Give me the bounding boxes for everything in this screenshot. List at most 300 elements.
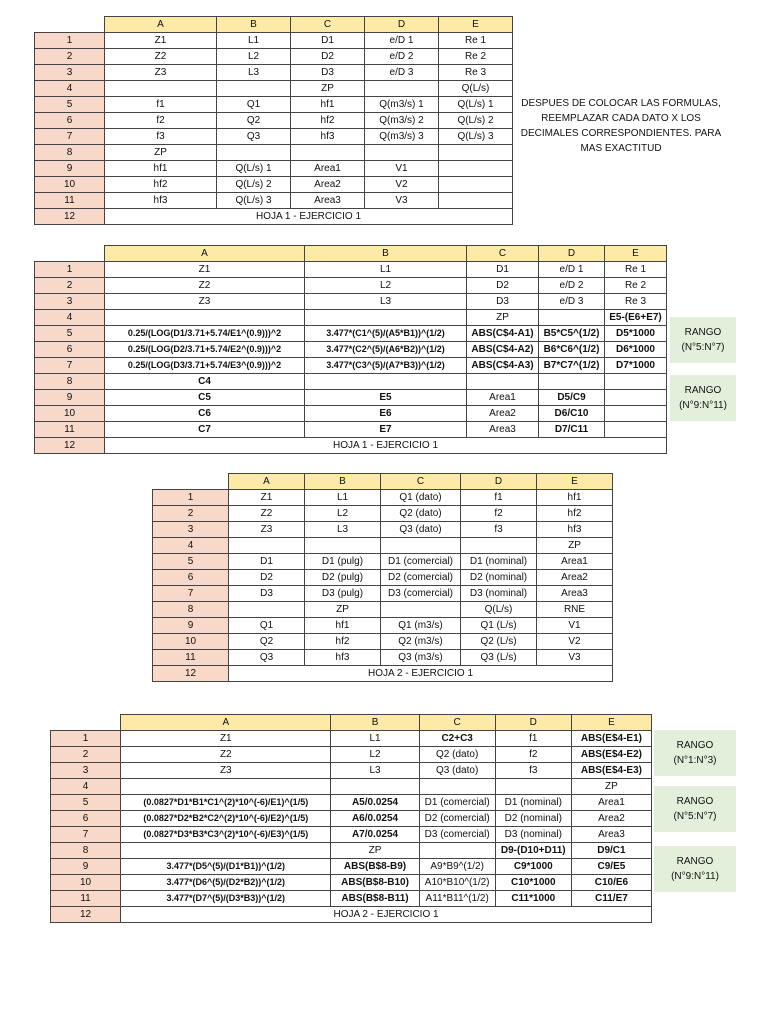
cell[interactable]: Q3 (dato) <box>419 763 495 779</box>
cell[interactable] <box>105 81 217 97</box>
row-header[interactable]: 3 <box>153 522 229 538</box>
cell[interactable]: C10/E6 <box>571 875 651 891</box>
cell[interactable]: Q2 <box>217 113 291 129</box>
cell[interactable]: L2 <box>331 747 419 763</box>
cell[interactable]: C9*1000 <box>495 859 571 875</box>
column-header[interactable]: C <box>419 715 495 731</box>
table-row <box>153 634 613 650</box>
row-header[interactable]: 3 <box>35 294 105 310</box>
row-header[interactable]: 4 <box>153 538 229 554</box>
column-header[interactable]: C <box>381 474 461 490</box>
row-header[interactable]: 6 <box>51 811 121 827</box>
cell[interactable]: f1 <box>105 97 217 113</box>
column-header[interactable]: C <box>467 246 539 262</box>
cell[interactable]: Q(L/s) 1 <box>217 161 291 177</box>
row-header[interactable]: 4 <box>35 81 105 97</box>
cell[interactable]: D1 <box>291 33 365 49</box>
cell[interactable]: D1 (nominal) <box>461 554 537 570</box>
row-header[interactable]: 2 <box>35 49 105 65</box>
cell[interactable]: V2 <box>365 177 439 193</box>
cell[interactable] <box>539 374 605 390</box>
cell[interactable]: 3.477*(D7^(5)/(D3*B3))^(1/2) <box>121 891 331 907</box>
cell[interactable]: Z2 <box>105 49 217 65</box>
table-row <box>35 81 513 97</box>
cell[interactable]: hf1 <box>305 618 381 634</box>
cell[interactable]: Z1 <box>229 490 305 506</box>
row-header[interactable]: 2 <box>35 278 105 294</box>
cell[interactable]: hf3 <box>291 129 365 145</box>
cell[interactable]: C11/E7 <box>571 891 651 907</box>
cell[interactable]: Z3 <box>105 294 305 310</box>
row-header[interactable]: 9 <box>35 390 105 406</box>
cell[interactable]: ZP <box>305 602 381 618</box>
row-header[interactable]: 5 <box>35 97 105 113</box>
column-header[interactable]: B <box>305 474 381 490</box>
cell[interactable]: D1 <box>467 262 539 278</box>
cell[interactable]: e/D 2 <box>365 49 439 65</box>
cell[interactable]: D3 (comercial) <box>381 586 461 602</box>
cell[interactable]: f1 <box>495 731 571 747</box>
cell[interactable]: Q2 (L/s) <box>461 634 537 650</box>
cell[interactable]: ABS(E$4-E2) <box>571 747 651 763</box>
cell[interactable]: e/D 1 <box>365 33 439 49</box>
cell[interactable]: ZP <box>331 843 419 859</box>
cell[interactable]: 3.477*(D5^(5)/(D1*B1))^(1/2) <box>121 859 331 875</box>
cell[interactable]: f2 <box>105 113 217 129</box>
cell[interactable]: Area2 <box>571 811 651 827</box>
cell[interactable]: 3.477*(C3^(5)/(A7*B3))^(1/2) <box>305 358 467 374</box>
cell[interactable]: f2 <box>495 747 571 763</box>
cell[interactable]: L3 <box>305 294 467 310</box>
cell[interactable]: E7 <box>305 422 467 438</box>
cell[interactable]: Q(L/s) 2 <box>439 113 513 129</box>
cell[interactable]: 3.477*(C1^(5)/(A5*B1))^(1/2) <box>305 326 467 342</box>
cell[interactable]: L2 <box>305 278 467 294</box>
cell[interactable]: Q3 (L/s) <box>461 650 537 666</box>
cell[interactable]: D3 (pulg) <box>305 586 381 602</box>
cell[interactable]: 0.25/(LOG(D3/3.71+5.74/E3^(0.9)))^2 <box>105 358 305 374</box>
cell[interactable]: C6 <box>105 406 305 422</box>
cell[interactable]: E5-(E6+E7) <box>605 310 667 326</box>
cell[interactable]: V3 <box>537 650 613 666</box>
cell[interactable] <box>121 779 331 795</box>
row-header[interactable]: 12 <box>35 438 105 454</box>
row-header[interactable]: 4 <box>35 310 105 326</box>
cell[interactable]: C5 <box>105 390 305 406</box>
cell[interactable]: L1 <box>217 33 291 49</box>
cell[interactable]: hf1 <box>105 161 217 177</box>
cell[interactable]: L2 <box>305 506 381 522</box>
cell[interactable]: ZP <box>571 779 651 795</box>
rango-range: (N°1:N°3) <box>673 755 717 766</box>
cell[interactable]: A9*B9^(1/2) <box>419 859 495 875</box>
cell[interactable]: (0.0827*D1*B1*C1^(2)*10^(-6)/E1)^(1/5) <box>121 795 331 811</box>
cell[interactable]: L3 <box>331 763 419 779</box>
row-header[interactable]: 2 <box>153 506 229 522</box>
cell[interactable]: (0.0827*D2*B2*C2^(2)*10^(-6)/E2)^(1/5) <box>121 811 331 827</box>
cell[interactable]: D2 (comercial) <box>419 811 495 827</box>
cell[interactable]: L1 <box>305 490 381 506</box>
cell[interactable]: D9/C1 <box>571 843 651 859</box>
cell[interactable]: Q(L/s) 2 <box>217 177 291 193</box>
cell[interactable]: D1 <box>229 554 305 570</box>
cell[interactable]: ABS(C$4-A3) <box>467 358 539 374</box>
cell[interactable]: f2 <box>461 506 537 522</box>
row-header[interactable]: 1 <box>35 33 105 49</box>
cell[interactable] <box>365 81 439 97</box>
row-header[interactable]: 8 <box>35 374 105 390</box>
cell[interactable]: Q(L/s) <box>461 602 537 618</box>
column-header[interactable]: E <box>571 715 651 731</box>
row-header[interactable]: 1 <box>51 731 121 747</box>
cell[interactable] <box>439 177 513 193</box>
cell[interactable]: C4 <box>105 374 305 390</box>
table-row <box>35 278 667 294</box>
cell[interactable] <box>291 145 365 161</box>
cell[interactable] <box>605 390 667 406</box>
cell[interactable]: ABS(C$4-A1) <box>467 326 539 342</box>
table-row <box>35 406 667 422</box>
column-header[interactable]: D <box>539 246 605 262</box>
cell[interactable]: Area3 <box>291 193 365 209</box>
cell[interactable]: Q(L/s) 1 <box>439 97 513 113</box>
cell[interactable]: D2 (nominal) <box>461 570 537 586</box>
cell[interactable]: f1 <box>461 490 537 506</box>
cell[interactable]: Q3 <box>217 129 291 145</box>
cell[interactable]: Q2 (dato) <box>381 506 461 522</box>
cell[interactable]: Q(m3/s) 1 <box>365 97 439 113</box>
cell[interactable] <box>605 406 667 422</box>
row-header[interactable]: 4 <box>51 779 121 795</box>
corner-cell <box>35 246 105 262</box>
cell[interactable]: Q(L/s) <box>439 81 513 97</box>
column-header[interactable]: E <box>439 17 513 33</box>
column-header[interactable]: E <box>537 474 613 490</box>
row-header[interactable]: 1 <box>153 490 229 506</box>
column-header[interactable]: D <box>495 715 571 731</box>
cell[interactable] <box>419 843 495 859</box>
cell[interactable]: Q3 (m3/s) <box>381 650 461 666</box>
cell[interactable]: f3 <box>495 763 571 779</box>
cell[interactable]: D7*1000 <box>605 358 667 374</box>
row-header[interactable]: 10 <box>51 875 121 891</box>
sheet-footer-label: HOJA 1 - EJERCICIO 1 <box>105 438 667 454</box>
row-header[interactable]: 11 <box>153 650 229 666</box>
cell[interactable]: D1 (comercial) <box>381 554 461 570</box>
cell[interactable]: C2+C3 <box>419 731 495 747</box>
column-header[interactable]: E <box>605 246 667 262</box>
cell[interactable]: f3 <box>105 129 217 145</box>
note-line-3: DECIMALES CORRESPONDIENTES. PARA <box>520 128 722 139</box>
cell[interactable]: e/D 3 <box>365 65 439 81</box>
cell[interactable]: Re 3 <box>439 65 513 81</box>
cell[interactable]: D2 <box>467 278 539 294</box>
cell[interactable]: V1 <box>537 618 613 634</box>
cell[interactable]: hf3 <box>305 650 381 666</box>
cell[interactable]: hf3 <box>105 193 217 209</box>
cell[interactable]: C9/E5 <box>571 859 651 875</box>
column-header[interactable]: A <box>229 474 305 490</box>
cell[interactable] <box>305 310 467 326</box>
row-header[interactable]: 8 <box>153 602 229 618</box>
cell[interactable]: hf1 <box>537 490 613 506</box>
row-header[interactable]: 12 <box>51 907 121 923</box>
cell[interactable]: Area2 <box>467 406 539 422</box>
cell[interactable]: C10*1000 <box>495 875 571 891</box>
cell[interactable]: Z1 <box>105 33 217 49</box>
cell[interactable] <box>365 145 439 161</box>
cell[interactable]: Q(m3/s) 3 <box>365 129 439 145</box>
cell[interactable] <box>381 538 461 554</box>
cell[interactable] <box>305 538 381 554</box>
cell[interactable]: Q3 <box>229 650 305 666</box>
cell[interactable]: Q1 (L/s) <box>461 618 537 634</box>
cell[interactable] <box>439 145 513 161</box>
cell[interactable]: 0.25/(LOG(D1/3.71+5.74/E1^(0.9)))^2 <box>105 326 305 342</box>
row-header[interactable]: 8 <box>51 843 121 859</box>
cell[interactable]: A11*B11^(1/2) <box>419 891 495 907</box>
column-header[interactable]: A <box>105 17 217 33</box>
cell[interactable] <box>467 374 539 390</box>
cell[interactable]: D2 (nominal) <box>495 811 571 827</box>
cell[interactable]: L3 <box>305 522 381 538</box>
cell[interactable]: A7/0.0254 <box>331 827 419 843</box>
cell[interactable]: Z2 <box>105 278 305 294</box>
cell[interactable]: Area3 <box>537 586 613 602</box>
cell[interactable]: L3 <box>217 65 291 81</box>
cell[interactable]: D2 (pulg) <box>305 570 381 586</box>
row-header[interactable]: 12 <box>153 666 229 682</box>
cell[interactable] <box>605 374 667 390</box>
cell[interactable]: E5 <box>305 390 467 406</box>
cell[interactable]: e/D 1 <box>539 262 605 278</box>
cell[interactable]: hf2 <box>105 177 217 193</box>
rango-title: RANGO <box>676 856 714 867</box>
row-header[interactable]: 10 <box>153 634 229 650</box>
cell[interactable]: Z2 <box>229 506 305 522</box>
row-header[interactable]: 10 <box>35 177 105 193</box>
column-header[interactable]: C <box>291 17 365 33</box>
row-header[interactable]: 7 <box>35 129 105 145</box>
cell[interactable]: ABS(C$4-A2) <box>467 342 539 358</box>
column-header[interactable]: B <box>217 17 291 33</box>
cell[interactable]: A6/0.0254 <box>331 811 419 827</box>
cell[interactable]: e/D 3 <box>539 294 605 310</box>
row-header[interactable]: 2 <box>51 747 121 763</box>
cell[interactable] <box>539 310 605 326</box>
row-header[interactable]: 6 <box>35 342 105 358</box>
cell[interactable]: ABS(B$8-B11) <box>331 891 419 907</box>
row-header[interactable]: 8 <box>35 145 105 161</box>
cell[interactable] <box>605 422 667 438</box>
row-header[interactable]: 12 <box>35 209 105 225</box>
cell[interactable]: ABS(E$4-E3) <box>571 763 651 779</box>
cell[interactable]: ZP <box>291 81 365 97</box>
cell[interactable]: V1 <box>365 161 439 177</box>
cell[interactable] <box>461 538 537 554</box>
cell[interactable]: A5/0.0254 <box>331 795 419 811</box>
cell[interactable]: hf2 <box>305 634 381 650</box>
row-header[interactable]: 11 <box>35 193 105 209</box>
cell[interactable]: 0.25/(LOG(D2/3.71+5.74/E2^(0.9)))^2 <box>105 342 305 358</box>
cell[interactable] <box>305 374 467 390</box>
cell[interactable]: C11*1000 <box>495 891 571 907</box>
cell[interactable]: L2 <box>217 49 291 65</box>
cell[interactable]: C7 <box>105 422 305 438</box>
cell[interactable]: V3 <box>365 193 439 209</box>
cell[interactable]: Area1 <box>571 795 651 811</box>
cell[interactable]: Q(m3/s) 2 <box>365 113 439 129</box>
cell[interactable]: D3 (comercial) <box>419 827 495 843</box>
cell[interactable]: ABS(B$8-B10) <box>331 875 419 891</box>
cell[interactable] <box>217 81 291 97</box>
row-header[interactable]: 7 <box>35 358 105 374</box>
row-header[interactable]: 10 <box>35 406 105 422</box>
cell[interactable] <box>381 602 461 618</box>
cell[interactable]: B7*C7^(1/2) <box>539 358 605 374</box>
cell[interactable]: 3.477*(C2^(5)/(A6*B2))^(1/2) <box>305 342 467 358</box>
cell[interactable]: Re 2 <box>439 49 513 65</box>
cell[interactable]: Q(L/s) 3 <box>439 129 513 145</box>
cell[interactable]: B5*C5^(1/2) <box>539 326 605 342</box>
row-header[interactable]: 3 <box>51 763 121 779</box>
cell[interactable]: 3.477*(D6^(5)/(D2*B2))^(1/2) <box>121 875 331 891</box>
cell[interactable]: D6*1000 <box>605 342 667 358</box>
cell[interactable]: Area1 <box>467 390 539 406</box>
cell[interactable] <box>121 843 331 859</box>
cell[interactable]: D1 (nominal) <box>495 795 571 811</box>
cell[interactable]: D2 (comercial) <box>381 570 461 586</box>
cell[interactable]: B6*C6^(1/2) <box>539 342 605 358</box>
cell[interactable]: D9-(D10+D11) <box>495 843 571 859</box>
cell[interactable] <box>229 602 305 618</box>
cell[interactable]: Q2 (dato) <box>419 747 495 763</box>
cell[interactable]: Q3 (dato) <box>381 522 461 538</box>
cell[interactable]: L1 <box>305 262 467 278</box>
row-header[interactable]: 7 <box>51 827 121 843</box>
row-header[interactable]: 9 <box>153 618 229 634</box>
row-header[interactable]: 5 <box>51 795 121 811</box>
cell[interactable]: A10*B10^(1/2) <box>419 875 495 891</box>
cell[interactable]: Area2 <box>537 570 613 586</box>
cell[interactable]: D2 <box>291 49 365 65</box>
row-header[interactable]: 9 <box>35 161 105 177</box>
cell[interactable]: D3 (nominal) <box>495 827 571 843</box>
cell[interactable] <box>439 193 513 209</box>
cell[interactable]: (0.0827*D3*B3*C3^(2)*10^(-6)/E3)^(1/5) <box>121 827 331 843</box>
cell[interactable]: D1 (comercial) <box>419 795 495 811</box>
row-header[interactable]: 5 <box>153 554 229 570</box>
row-header[interactable]: 7 <box>153 586 229 602</box>
cell[interactable]: D6/C10 <box>539 406 605 422</box>
row-header[interactable]: 6 <box>153 570 229 586</box>
cell[interactable]: hf3 <box>537 522 613 538</box>
table-row <box>51 747 652 763</box>
cell[interactable] <box>495 779 571 795</box>
cell[interactable]: D7/C11 <box>539 422 605 438</box>
cell[interactable]: L1 <box>331 731 419 747</box>
cell[interactable]: ABS(E$4-E1) <box>571 731 651 747</box>
cell[interactable]: ABS(B$8-B9) <box>331 859 419 875</box>
cell[interactable] <box>331 779 419 795</box>
cell[interactable]: D5/C9 <box>539 390 605 406</box>
cell[interactable] <box>105 310 305 326</box>
cell[interactable]: Q1 <box>229 618 305 634</box>
cell[interactable]: E6 <box>305 406 467 422</box>
cell[interactable]: ZP <box>105 145 217 161</box>
row-header[interactable]: 3 <box>35 65 105 81</box>
cell[interactable] <box>217 145 291 161</box>
cell[interactable]: D3 <box>467 294 539 310</box>
column-header[interactable]: D <box>461 474 537 490</box>
cell[interactable] <box>439 161 513 177</box>
cell[interactable]: D1 (pulg) <box>305 554 381 570</box>
cell[interactable]: Q1 (m3/s) <box>381 618 461 634</box>
cell[interactable]: D3 <box>291 65 365 81</box>
cell[interactable]: Z3 <box>105 65 217 81</box>
column-header[interactable]: D <box>365 17 439 33</box>
row-header[interactable]: 6 <box>35 113 105 129</box>
cell[interactable]: Re 3 <box>605 294 667 310</box>
column-header[interactable]: A <box>105 246 305 262</box>
cell[interactable]: D2 <box>229 570 305 586</box>
cell[interactable]: e/D 2 <box>539 278 605 294</box>
cell[interactable]: Q(L/s) 3 <box>217 193 291 209</box>
cell[interactable]: f3 <box>461 522 537 538</box>
cell[interactable]: hf2 <box>537 506 613 522</box>
cell[interactable]: D3 <box>229 586 305 602</box>
cell[interactable]: RNE <box>537 602 613 618</box>
column-header[interactable]: A <box>121 715 331 731</box>
cell[interactable] <box>419 779 495 795</box>
column-header[interactable]: B <box>305 246 467 262</box>
cell[interactable]: Q2 (m3/s) <box>381 634 461 650</box>
row-header[interactable]: 1 <box>35 262 105 278</box>
cell[interactable] <box>229 538 305 554</box>
cell[interactable]: Area2 <box>291 177 365 193</box>
cell[interactable]: Re 1 <box>439 33 513 49</box>
cell[interactable]: Z1 <box>121 731 331 747</box>
cell[interactable]: Re 2 <box>605 278 667 294</box>
row-header[interactable]: 11 <box>51 891 121 907</box>
cell[interactable]: Q1 <box>217 97 291 113</box>
row-header[interactable]: 9 <box>51 859 121 875</box>
cell[interactable]: Q2 <box>229 634 305 650</box>
cell[interactable]: Z3 <box>229 522 305 538</box>
cell[interactable]: hf1 <box>291 97 365 113</box>
cell[interactable]: D5*1000 <box>605 326 667 342</box>
cell[interactable]: Re 1 <box>605 262 667 278</box>
table-row <box>35 65 513 81</box>
cell[interactable]: Z3 <box>121 763 331 779</box>
cell[interactable]: Area1 <box>537 554 613 570</box>
cell[interactable]: Area3 <box>467 422 539 438</box>
cell[interactable]: Area3 <box>571 827 651 843</box>
cell[interactable]: hf2 <box>291 113 365 129</box>
rango-label-t4-a <box>654 730 736 776</box>
cell[interactable]: V2 <box>537 634 613 650</box>
cell[interactable]: Area1 <box>291 161 365 177</box>
cell[interactable]: Q1 (dato) <box>381 490 461 506</box>
cell[interactable]: ZP <box>467 310 539 326</box>
cell[interactable]: D3 (nominal) <box>461 586 537 602</box>
cell[interactable]: ZP <box>537 538 613 554</box>
column-header[interactable]: B <box>331 715 419 731</box>
cell[interactable]: Z1 <box>105 262 305 278</box>
cell[interactable]: Z2 <box>121 747 331 763</box>
row-header[interactable]: 11 <box>35 422 105 438</box>
row-header[interactable]: 5 <box>35 326 105 342</box>
